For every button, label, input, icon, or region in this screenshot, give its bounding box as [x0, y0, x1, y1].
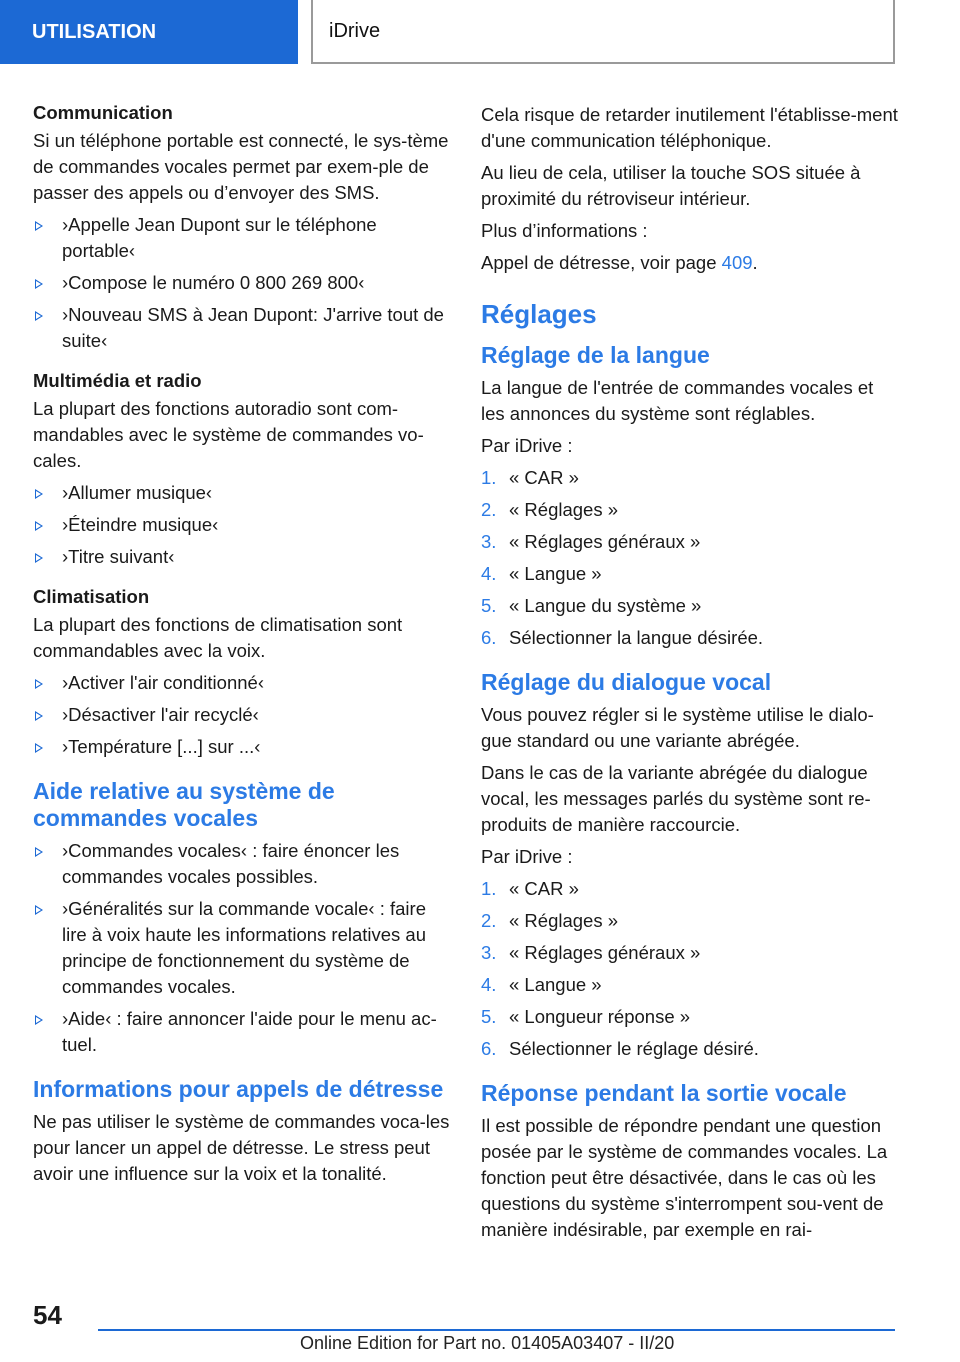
continuation-text: Cela risque de retarder inutilement l'établisse-ment d'une communication téléphonique.: [481, 104, 898, 151]
langue-heading: Réglage de la langue: [481, 342, 710, 368]
step-item: 1. « CAR »: [481, 878, 579, 899]
list-item: ›Nouveau SMS à Jean Dupont: J'arrive tout de suite‹: [33, 302, 451, 354]
multimedia-title: Multimédia et radio: [33, 370, 202, 391]
step-item: 2. « Réglages »: [481, 499, 619, 520]
triangle-bullet-icon: [35, 847, 43, 857]
par-idrive-label: Par iDrive :: [481, 846, 573, 867]
triangle-bullet-icon: [35, 1015, 43, 1025]
list-item: ›Commandes vocales‹ : faire énoncer les commandes vocales possibles.: [33, 838, 451, 890]
sos-text: Au lieu de cela, utiliser la touche SOS située à proximité du rétroviseur intérieur.: [481, 162, 861, 209]
list-item: ›Désactiver l'air recyclé‹: [33, 702, 451, 728]
section-header: UTILISATION: [0, 0, 298, 64]
triangle-bullet-icon: [35, 553, 43, 563]
langue-steps: [481, 465, 901, 651]
footer-divider: [98, 1329, 895, 1331]
triangle-bullet-icon: [35, 221, 43, 231]
emergency-call-reference: Appel de détresse, voir page 409.: [481, 252, 758, 273]
detresse-text: Ne pas utiliser le système de commandes voca-les pour lancer un appel de détresse. Le stress peut avoir une influence sur la voix et la tonalité.: [33, 1111, 450, 1184]
triangle-bullet-icon: [35, 743, 43, 753]
dialogue-steps: [481, 876, 901, 1062]
triangle-bullet-icon: [35, 279, 43, 289]
step-item: 5. « Longueur réponse »: [481, 1006, 691, 1027]
list-item: ›Éteindre musique‹: [33, 512, 451, 538]
step-item: 1. « CAR »: [481, 467, 579, 488]
list-item: ›Généralités sur la commande vocale‹ : faire lire à voix haute les informations relatives au principe de fonctionnement du système de commandes vocales.: [33, 896, 451, 1000]
par-idrive-label: Par iDrive :: [481, 435, 573, 456]
multimedia-list: [33, 480, 451, 570]
page-number: 54: [33, 1300, 62, 1330]
step-item: 4. « Langue »: [481, 563, 602, 584]
step-item: 5. « Langue du système »: [481, 595, 702, 616]
more-info-label: Plus d’informations :: [481, 220, 648, 241]
dialogue-text-1: Vous pouvez régler si le système utilise le dialo-gue standard ou une variante abrégée.: [481, 704, 874, 751]
list-item: ›Titre suivant‹: [33, 544, 451, 570]
detresse-heading: Informations pour appels de détresse: [33, 1076, 444, 1102]
triangle-bullet-icon: [35, 489, 43, 499]
right-column: [481, 102, 901, 1249]
communication-title: Communication: [33, 102, 173, 123]
triangle-bullet-icon: [35, 905, 43, 915]
reglages-heading: Réglages: [481, 299, 597, 329]
step-item: 3. « Réglages généraux »: [481, 531, 701, 552]
communication-text: Si un téléphone portable est connecté, le sys-tème de commandes vocales permet par exem-ple de passer des appels ou d’envoyer des SMS.: [33, 130, 449, 203]
dialogue-text-2: Dans le cas de la variante abrégée du dialogue vocal, les messages parlés du système sont re-produits de manière raccourcie.: [481, 762, 871, 835]
list-item: ›Compose le numéro 0 800 269 800‹: [33, 270, 451, 296]
list-item: ›Appelle Jean Dupont sur le téléphone portable‹: [33, 212, 451, 264]
list-item: ›Aide‹ : faire annoncer l'aide pour le menu ac-tuel.: [33, 1006, 451, 1058]
communication-list: [33, 212, 451, 354]
list-item: ›Activer l'air conditionné‹: [33, 670, 451, 696]
list-item: ›Allumer musique‹: [33, 480, 451, 506]
dialogue-heading: Réglage du dialogue vocal: [481, 669, 772, 695]
step-item: 2. « Réglages »: [481, 910, 619, 931]
langue-text: La langue de l'entrée de commandes vocales et les annonces du système sont réglables.: [481, 377, 874, 424]
triangle-bullet-icon: [35, 311, 43, 321]
climatisation-list: [33, 670, 451, 760]
aide-heading: Aide relative au système de commandes vocales: [33, 778, 335, 831]
reponse-text: Il est possible de répondre pendant une question posée par le système de commandes vocales. La fonction peut être désactivée, dans le cas où les questions du système s'interrompent sou-vent de manière indésirable, par exemple en rai-: [481, 1115, 888, 1240]
aide-list: [33, 838, 451, 1058]
chapter-tab: iDrive: [311, 0, 895, 64]
step-item: 6. Sélectionner la langue désirée.: [481, 627, 764, 648]
left-column: [33, 100, 451, 1193]
climatisation-text: La plupart des fonctions de climatisation sont commandables avec la voix.: [33, 614, 403, 661]
footer-edition: Online Edition for Part no. 01405A03407 - II/20: [300, 1333, 675, 1353]
step-item: 4. « Langue »: [481, 974, 602, 995]
triangle-bullet-icon: [35, 679, 43, 689]
reponse-heading: Réponse pendant la sortie vocale: [481, 1080, 847, 1106]
list-item: ›Température [...] sur ...‹: [33, 734, 451, 760]
multimedia-text: La plupart des fonctions autoradio sont com-mandables avec le système de commandes vo-cales.: [33, 398, 424, 471]
step-item: 3. « Réglages généraux »: [481, 942, 701, 963]
page-link[interactable]: 409: [721, 252, 753, 273]
triangle-bullet-icon: [35, 711, 43, 721]
climatisation-title: Climatisation: [33, 586, 150, 607]
triangle-bullet-icon: [35, 521, 43, 531]
step-item: 6. Sélectionner le réglage désiré.: [481, 1038, 759, 1059]
